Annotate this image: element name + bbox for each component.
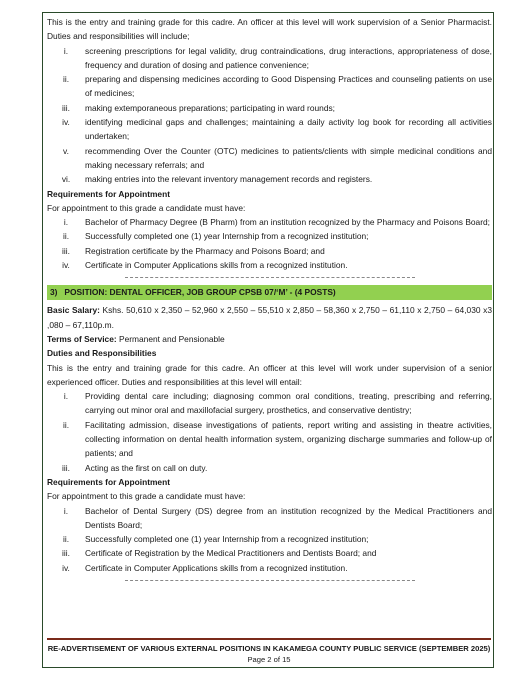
list-item: i. screening prescriptions for legal validity, drug contraindications, drug interactions, appropriateness of dose, frequency and duration of dosing and patience convenience; [63,45,492,70]
list-item: iv. Certificate in Computer Applications skills from a recognized institution. [62,562,348,573]
document-body [47,15,492,588]
section-divider [125,580,415,582]
basic-salary: Basic Salary: Kshs. 50,610 x 2,350 – 52,960 x 2,550 – 55,510 x 2,850 – 58,360 x 2,750 – 61,110 x 2,750 – 64,030 x3 ,080 – 67,110p.m. [47,305,492,330]
section-divider [125,277,415,279]
list-item: ii. Successfully completed one (1) year Internship from a recognized institution; [62,231,369,242]
section3-intro: This is the entry and training grade for this cadre. An officer at this level will work under supervision of a senior experienced officer. Duties and responsibilities at this level will entail: [47,362,492,387]
section3-requirements-intro: For appointment to this grade a candidate must have: [47,491,246,502]
list-item: v. recommending Over the Counter (OTC) medicines to patients/clients with simple medicinal conditions and making necessary referrals; and [63,145,492,170]
footer-rule [47,638,491,640]
list-item: ii. Facilitating admission, disease investigations of patients, report writing and assisting in theatre activities, collecting information on dental health information system, organizing discharge summaries and follow-up of patients; and [62,419,492,459]
position-title: 3) POSITION: DENTAL OFFICER, JOB GROUP CPSB 07/‘M’ - (4 POSTS) [47,285,492,300]
section2-requirements-heading: Requirements for Appointment [47,188,170,199]
duties-heading: Duties and Responsibilities [47,348,157,359]
list-item: iv. identifying medicinal gaps and challenges; maintaining a daily activity log book for recording all activities undertaken; [62,117,492,142]
list-item: ii. preparing and dispensing medicines according to Good Dispensing Practices and counseling patients on use of medicines; [62,74,492,99]
list-item: iii. Registration certificate by the Pharmacy and Poisons Board; and [62,245,325,256]
list-item: ii. Successfully completed one (1) year Internship from a recognized institution; [62,534,369,545]
section2-requirements-intro: For appointment to this grade a candidate must have: [47,202,246,213]
list-item: i. Providing dental care including; diagnosing common oral conditions, treating, prescribing and referring, carrying out minor oral and maxillofacial surgery, prosthetics, and conservative dentistry; [63,391,492,416]
list-item: iv. Certificate in Computer Applications skills from a recognized institution. [62,260,348,271]
section2-requirements-list [47,215,492,272]
section3-requirements-list [47,504,492,575]
page-number: Page 2 of 15 [247,655,291,664]
terms-of-service: Terms of Service: Permanent and Pensionable [47,333,225,344]
list-item: i. Bachelor of Pharmacy Degree (B Pharm) from an institution recognized by the Pharmacy and Poisons Board; [63,217,490,228]
list-item: vi. making entries into the relevant inventory management records and registers. [61,174,373,185]
list-item: iii. making extemporaneous preparations; participating in ward rounds; [62,102,335,113]
section2-intro: This is the entry and training grade for this cadre. An officer at this level will work supervision of a Senior Pharmacist. Duties and responsibilities will include; [47,17,492,42]
list-item: iii. Certificate of Registration by the Medical Practitioners and Dentists Board; and [62,548,377,559]
section2-duties-list [47,44,492,187]
list-item: i. Bachelor of Dental Surgery (DS) degree from an institution recognized by the Medical Practitioners and Dentists Board; [63,505,492,530]
page-footer [47,643,491,665]
section3-duties-list [47,389,492,475]
footer-title: RE-ADVERTISEMENT OF VARIOUS EXTERNAL POSITIONS IN KAKAMEGA COUNTY PUBLIC SERVICE (SEPTEMBER 2025) [47,644,491,653]
section3-requirements-heading: Requirements for Appointment [47,476,170,487]
list-item: iii. Acting as the first on call on duty. [62,462,208,473]
